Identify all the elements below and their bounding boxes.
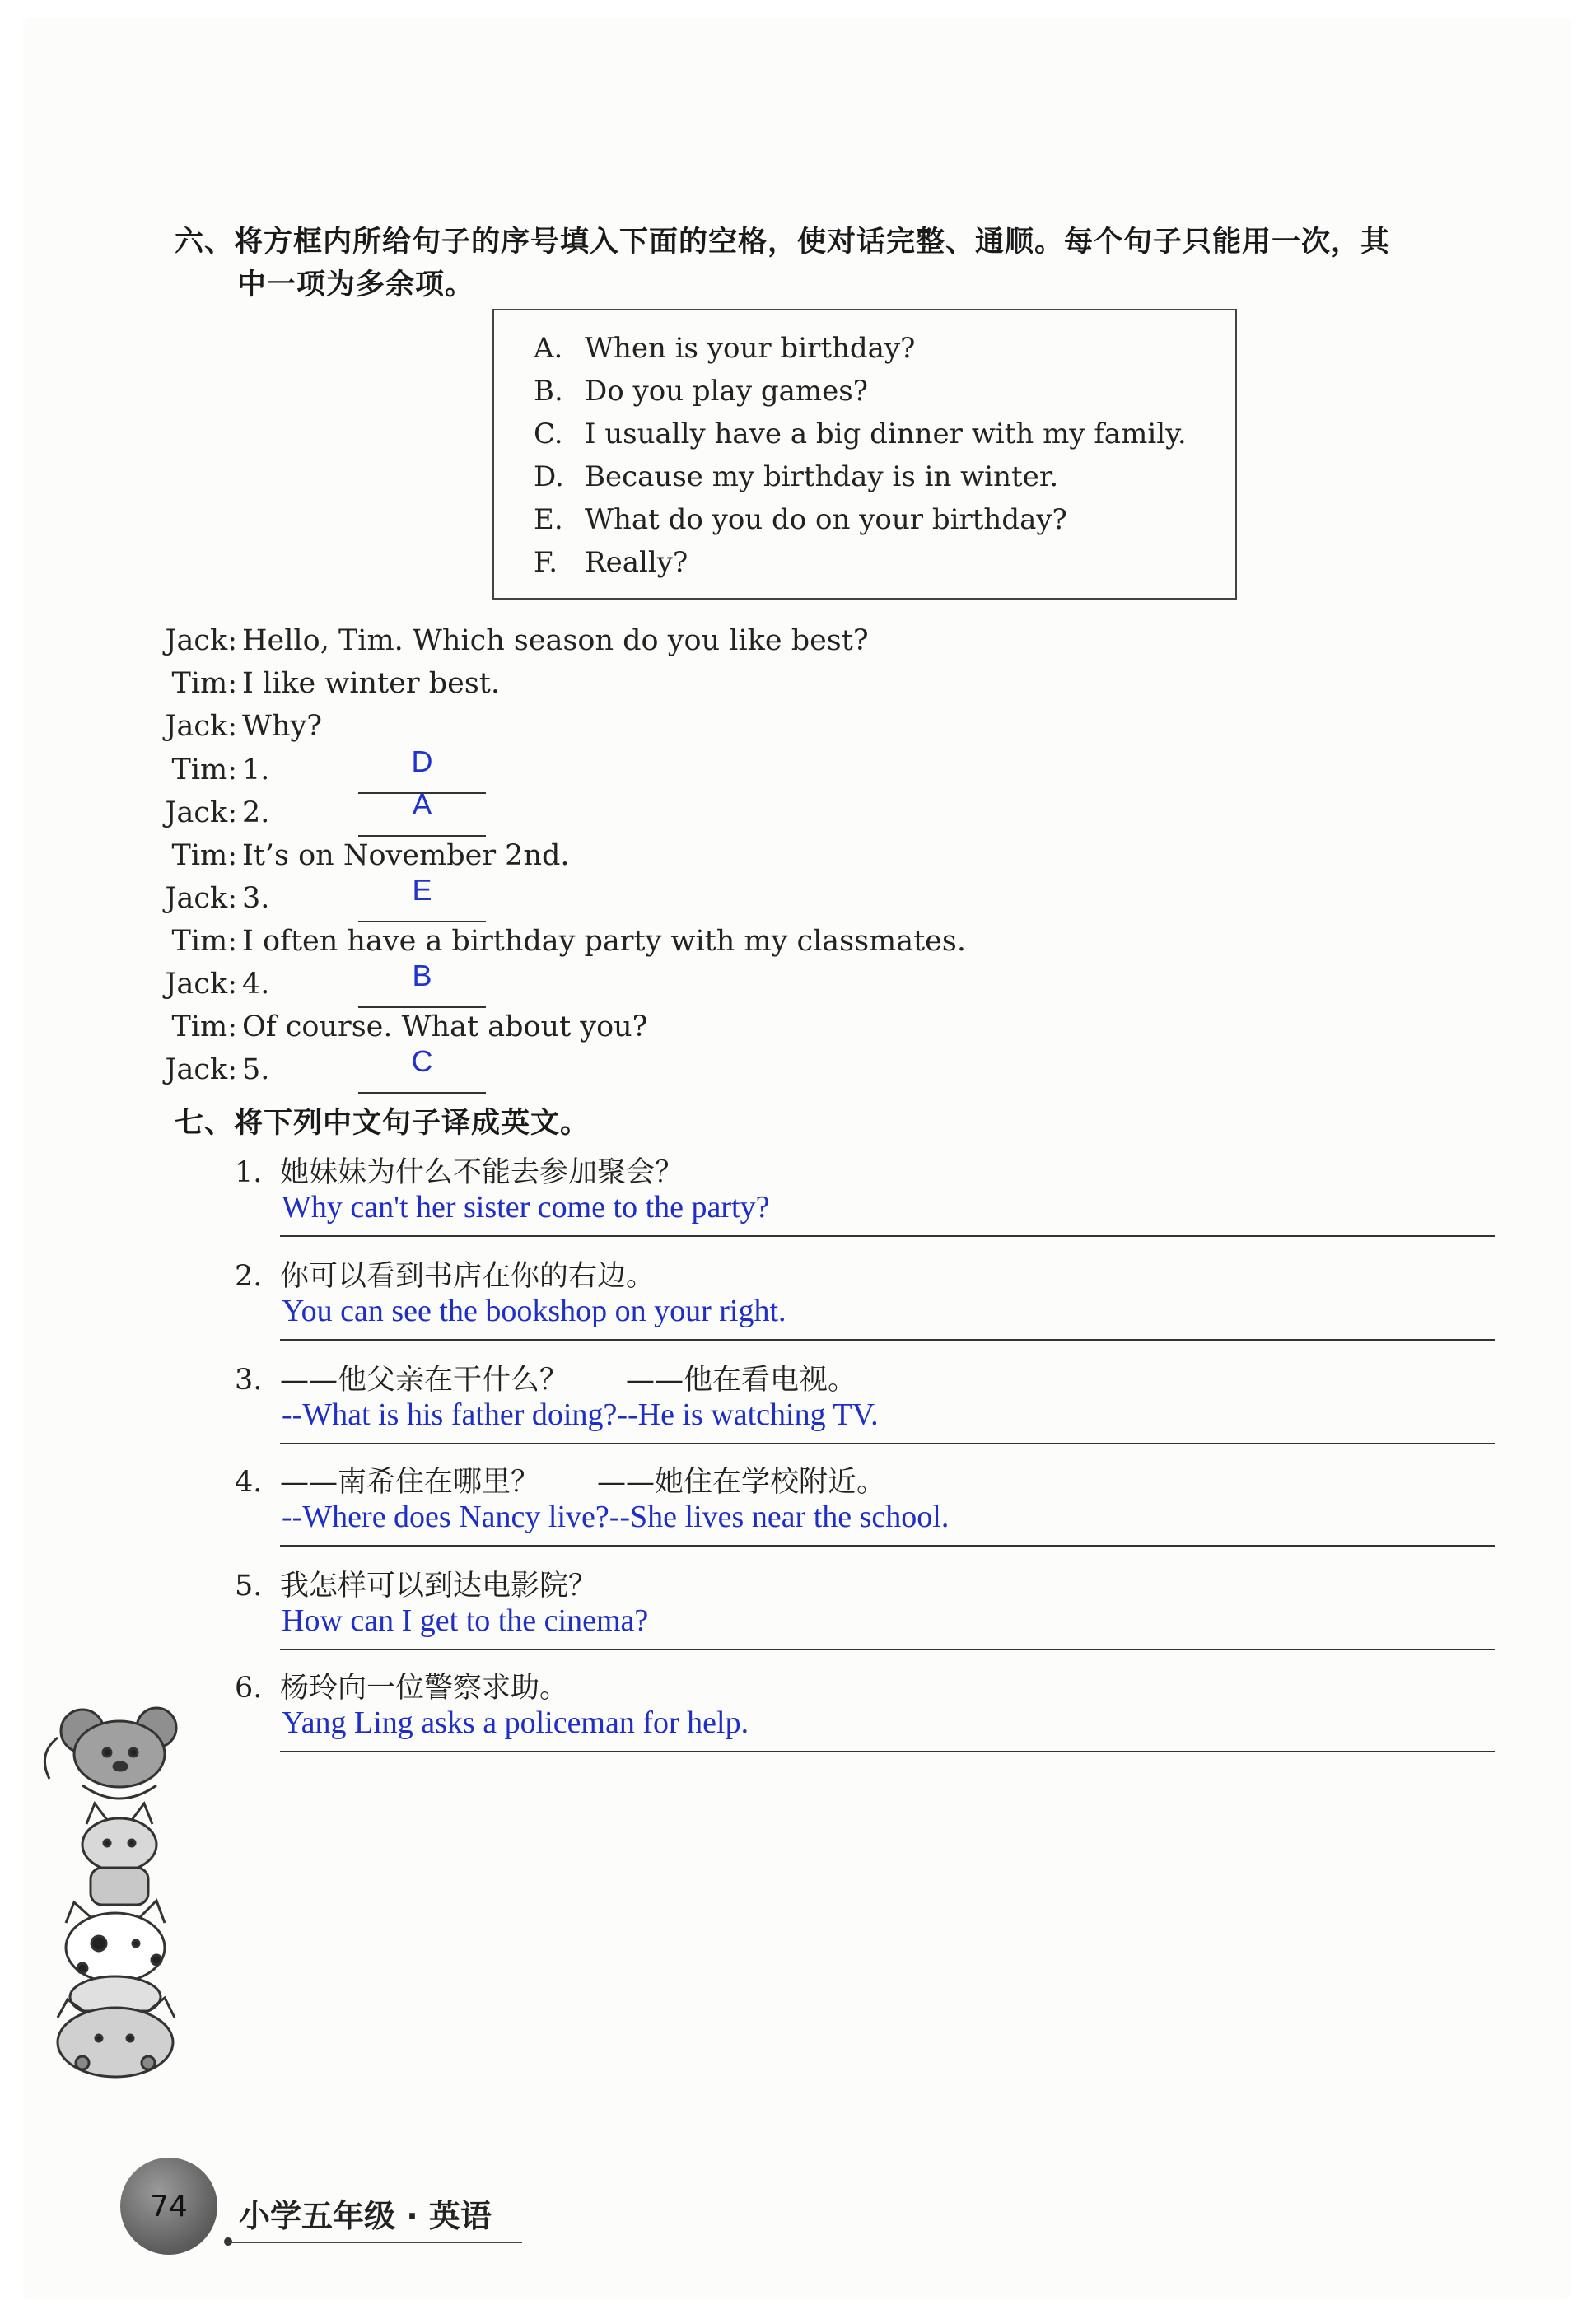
blank-answer-5: C xyxy=(411,1044,433,1078)
page-number-badge: 74 xyxy=(120,2158,217,2255)
answer-1: Why can't her sister come to the party? xyxy=(282,1190,770,1225)
dialogue-line-10 xyxy=(147,1010,647,1043)
answer-line-3[interactable] xyxy=(280,1443,1495,1444)
speaker: Jack: xyxy=(165,1053,237,1086)
answer-line-2[interactable] xyxy=(280,1339,1495,1341)
question-number: 4. xyxy=(235,1466,263,1499)
question-5 xyxy=(235,1563,597,1604)
dialogue-text: Hello, Tim. Which season do you like best? xyxy=(242,624,869,657)
question-6 xyxy=(235,1665,568,1706)
option-f xyxy=(534,546,688,579)
dialogue-line-8 xyxy=(147,925,966,958)
answer-blank-3[interactable] xyxy=(358,921,486,922)
dialogue-text: It’s on November 2nd. xyxy=(242,839,570,872)
option-text: I usually have a big dinner with my family. xyxy=(585,418,1187,450)
option-text: What do you do on your birthday? xyxy=(585,503,1067,536)
option-letter: F. xyxy=(534,546,558,579)
dialogue-line-2 xyxy=(147,667,500,700)
blank-number: 1. xyxy=(242,754,270,786)
dialogue-text: I often have a birthday party with my classmates. xyxy=(242,925,966,958)
speaker: Tim: xyxy=(171,1010,237,1043)
option-letter: A. xyxy=(534,332,563,365)
answer-blank-4[interactable] xyxy=(358,1006,486,1008)
speaker: Jack: xyxy=(165,710,237,743)
options-box xyxy=(492,309,1237,600)
question-prompt: ——他父亲在干什么？ ——他在看电视。 xyxy=(280,1364,857,1397)
answer-line-6[interactable] xyxy=(280,1751,1495,1752)
question-1 xyxy=(235,1150,684,1191)
dialogue-line-5 xyxy=(147,796,269,829)
blank-number: 5. xyxy=(242,1053,270,1086)
option-b xyxy=(534,375,868,408)
blank-answer-4: B xyxy=(412,959,432,992)
blank-answer-3: E xyxy=(412,873,432,907)
option-a xyxy=(534,332,915,365)
dialogue-line-3 xyxy=(147,710,322,743)
option-letter: B. xyxy=(534,375,563,408)
option-c xyxy=(534,418,1187,450)
section6-title-line2: 中一项为多余项。 xyxy=(237,268,475,301)
dialogue-line-9 xyxy=(147,968,269,1001)
speaker: Jack: xyxy=(165,624,237,657)
question-prompt: 杨玲向一位警察求助。 xyxy=(280,1672,569,1705)
answer-2: You can see the bookshop on your right. xyxy=(282,1294,786,1328)
answer-3: --What is his father doing?--He is watching TV. xyxy=(282,1397,879,1432)
blank-answer-1: D xyxy=(411,744,433,778)
option-text: Do you play games? xyxy=(585,375,868,408)
question-prompt: 你可以看到书店在你的右边。 xyxy=(280,1260,656,1293)
speaker: Jack: xyxy=(165,882,237,915)
book-title: 小学五年级 · 英语 xyxy=(239,2198,492,2234)
question-number: 1. xyxy=(235,1156,263,1189)
dialogue-line-6 xyxy=(147,839,570,872)
option-letter: C. xyxy=(534,418,563,450)
footer-rule xyxy=(227,2242,522,2243)
answer-line-4[interactable] xyxy=(280,1545,1495,1547)
question-number: 3. xyxy=(235,1364,263,1397)
answer-line-5[interactable] xyxy=(280,1649,1495,1650)
option-text: When is your birthday? xyxy=(585,332,916,365)
speaker: Tim: xyxy=(171,925,237,958)
section7-title: 七、将下列中文句子译成英文。 xyxy=(175,1107,590,1140)
answer-4: --Where does Nancy live?--She lives near the school. xyxy=(282,1500,950,1534)
dialogue-line-11 xyxy=(147,1053,269,1086)
question-prompt: 我怎样可以到达电影院？ xyxy=(280,1570,598,1603)
section6-title-line1: 六、将方框内所给句子的序号填入下面的空格，使对话完整、通顺。每个句子只能用一次，其 xyxy=(175,226,1391,259)
speaker: Tim: xyxy=(171,754,237,786)
option-letter: D. xyxy=(534,460,564,493)
option-text: Really? xyxy=(585,546,688,579)
speaker: Jack: xyxy=(165,796,237,829)
option-text: Because my birthday is in winter. xyxy=(585,460,1059,493)
question-2 xyxy=(235,1253,655,1295)
question-number: 2. xyxy=(235,1260,263,1293)
speaker: Tim: xyxy=(171,839,237,872)
question-prompt: 她妹妹为什么不能去参加聚会？ xyxy=(280,1156,684,1189)
question-3 xyxy=(235,1357,856,1398)
answer-blank-2[interactable] xyxy=(358,835,486,837)
answer-line-1[interactable] xyxy=(280,1235,1495,1237)
option-d xyxy=(534,460,1058,493)
dialogue-text: I like winter best. xyxy=(242,667,500,700)
question-number: 5. xyxy=(235,1570,263,1603)
dialogue-line-1 xyxy=(147,624,869,657)
option-e xyxy=(534,503,1067,536)
blank-number: 4. xyxy=(242,968,270,1001)
option-letter: E. xyxy=(534,503,563,536)
blank-number: 2. xyxy=(242,796,270,829)
question-number: 6. xyxy=(235,1672,263,1705)
speaker: Jack: xyxy=(165,968,237,1001)
answer-blank-5[interactable] xyxy=(358,1092,486,1094)
stacked-animals-illustration xyxy=(33,1688,198,2092)
question-4 xyxy=(235,1459,885,1500)
answer-5: How can I get to the cinema? xyxy=(282,1603,649,1638)
dialogue-text: Of course. What about you? xyxy=(242,1010,648,1043)
dialogue-line-7 xyxy=(147,882,269,915)
speaker: Tim: xyxy=(171,667,237,700)
blank-answer-2: A xyxy=(412,787,432,821)
answer-6: Yang Ling asks a policeman for help. xyxy=(282,1705,749,1740)
dialogue-line-4 xyxy=(147,754,269,786)
dialogue-text: Why? xyxy=(242,710,323,743)
question-prompt: ——南希住在哪里？ ——她住在学校附近。 xyxy=(280,1466,886,1499)
blank-number: 3. xyxy=(242,882,270,915)
